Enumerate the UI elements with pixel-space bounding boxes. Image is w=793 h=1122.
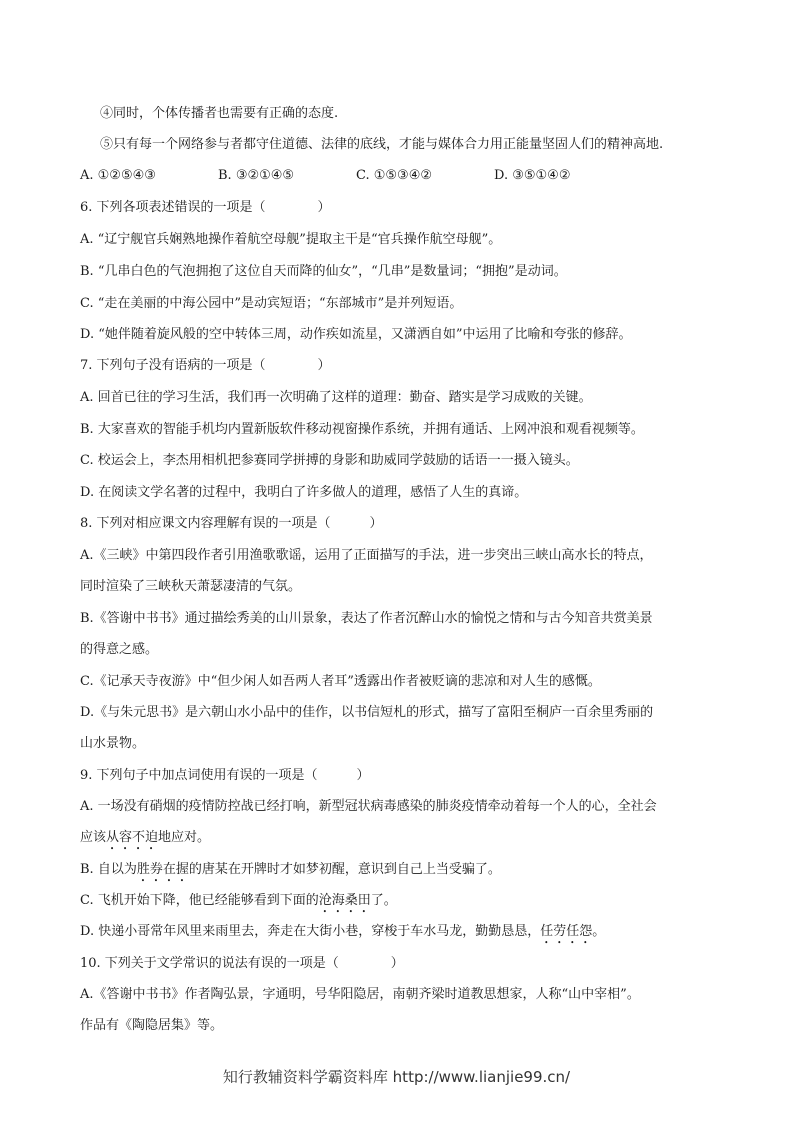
sentence-5: ⑤只有每一个网络参与者都守住道德、法律的底线，才能与媒体合力用正能量坚固人们的精神高地. [100,137,664,152]
question-10: 10. 下列关于文学常识的说法有误的一项是（ ） [80,956,404,971]
q9-option-c [80,893,397,916]
q9-c-dotted-word: 沧海桑田 [318,893,371,908]
question-7: 7. 下列句子没有语病的一项是（ ） [80,358,331,373]
q9-d-text-post: 。 [592,924,606,939]
question-9: 9. 下列句子中加点词使用有误的一项是（ ） [80,768,370,783]
q6-option-c: C. “走在美丽的中海公园中”是动宾短语；“东部城市”是并列短语。 [80,296,463,311]
q5-options [80,168,571,184]
q9-a-text-pre: 应该 [80,830,107,845]
q9-option-a-line2 [80,830,210,853]
q9-b-dotted-word: 胜券在握 [136,862,189,877]
q9-d-dotted-word: 任劳任怨 [540,924,593,939]
sentence-4: ④同时，个体传播者也需要有正确的态度. [100,106,339,121]
q5-option-c: C. ①⑤③④② [356,168,433,183]
q10-option-a-line2: 作品有《陶隐居集》等。 [80,1018,224,1033]
q7-option-d: D. 在阅读文学名著的过程中，我明白了许多做人的道理，感悟了人生的真谛。 [80,485,528,500]
q9-option-d [80,924,605,947]
q8-option-b-line2: 的得意之感。 [80,642,159,657]
q9-b-text-pre: B. 自以为 [80,862,137,877]
q6-option-a: A. “辽宁舰官兵娴熟地操作着航空母舰”提取主干是“官兵操作航空母舰”。 [80,232,502,247]
q8-option-d-line2: 山水景物。 [80,736,146,751]
q9-a-text-post: 地应对。 [158,830,211,845]
q8-option-a-line2: 同时渲染了三峡秋天萧瑟凄清的气氛。 [80,579,302,594]
q5-option-d: D. ③⑤①④② [494,168,571,183]
q8-option-b-line1: B.《答谢中书书》通过描绘秀美的山川景象，表达了作者沉醉山水的愉悦之情和与古今知音共赏美景 [80,611,653,626]
q10-option-a-line1: A.《答谢中书书》作者陶弘景，字通明，号华阳隐居，南朝齐梁时道教思想家，人称“山中宰相”。 [80,987,640,1002]
question-6: 6. 下列各项表述错误的一项是（ ） [80,200,331,215]
q9-option-b [80,862,501,885]
q9-c-text-pre: C. 飞机开始下降，他已经能够看到下面的 [80,893,319,908]
q9-option-a-line1: A. 一场没有硝烟的疫情防控战已经打响，新型冠状病毒感染的肺炎疫情牵动着每一个人的心，全社会 [80,799,657,814]
q9-b-text-post: 的唐某在开牌时才如梦初醒，意识到自己上当受骗了。 [188,862,501,877]
q8-option-a-line1: A.《三峡》中第四段作者引用渔歌歌谣，运用了正面描写的手法，进一步突出三峡山高水长的特点， [80,548,653,563]
q7-option-a: A. 回首已往的学习生活，我们再一次明确了这样的道理：勤奋、踏实是学习成败的关键。 [80,390,592,405]
q5-option-b: B. ③②①④⑤ [218,168,295,183]
page-footer-watermark: 知行教辅资料学霸资料库 http://www.lianjie99.cn/ [222,1068,571,1086]
q7-option-c: C. 校运会上，李杰用相机把参赛同学拼搏的身影和助威同学鼓励的话语一一摄入镜头。 [80,453,579,468]
q6-option-b: B. “几串白色的气泡拥抱了这位自天而降的仙女”，“几串”是数量词；“拥抱”是动词。 [80,264,567,279]
q5-option-a: A. ①②⑤④③ [80,168,156,183]
q9-d-text-pre: D. 快递小哥常年风里来雨里去，奔走在大街小巷，穿梭于车水马龙，勤勤恳恳， [80,924,541,939]
q7-option-b: B. 大家喜欢的智能手机均内置新版软件移动视窗操作系统，并拥有通话、上网冲浪和观看视频等。 [80,422,644,437]
question-8: 8. 下列对相应课文内容理解有误的一项是（ ） [80,516,383,531]
q8-option-d-line1: D.《与朱元思书》是六朝山水小品中的佳作，以书信短札的形式，描写了富阳至桐庐一百余里秀丽的 [80,705,654,720]
q9-a-dotted-word: 从容不迫 [106,830,159,845]
q6-option-d: D. “她伴随着旋风般的空中转体三周，动作疾如流星，又潇洒自如”中运用了比喻和夸张的修辞。 [80,327,632,342]
q9-c-text-post: 了。 [370,893,397,908]
q8-option-c: C.《记承天寺夜游》中“但少闲人如吾两人者耳”透露出作者被贬谪的悲凉和对人生的感慨。 [80,674,601,689]
